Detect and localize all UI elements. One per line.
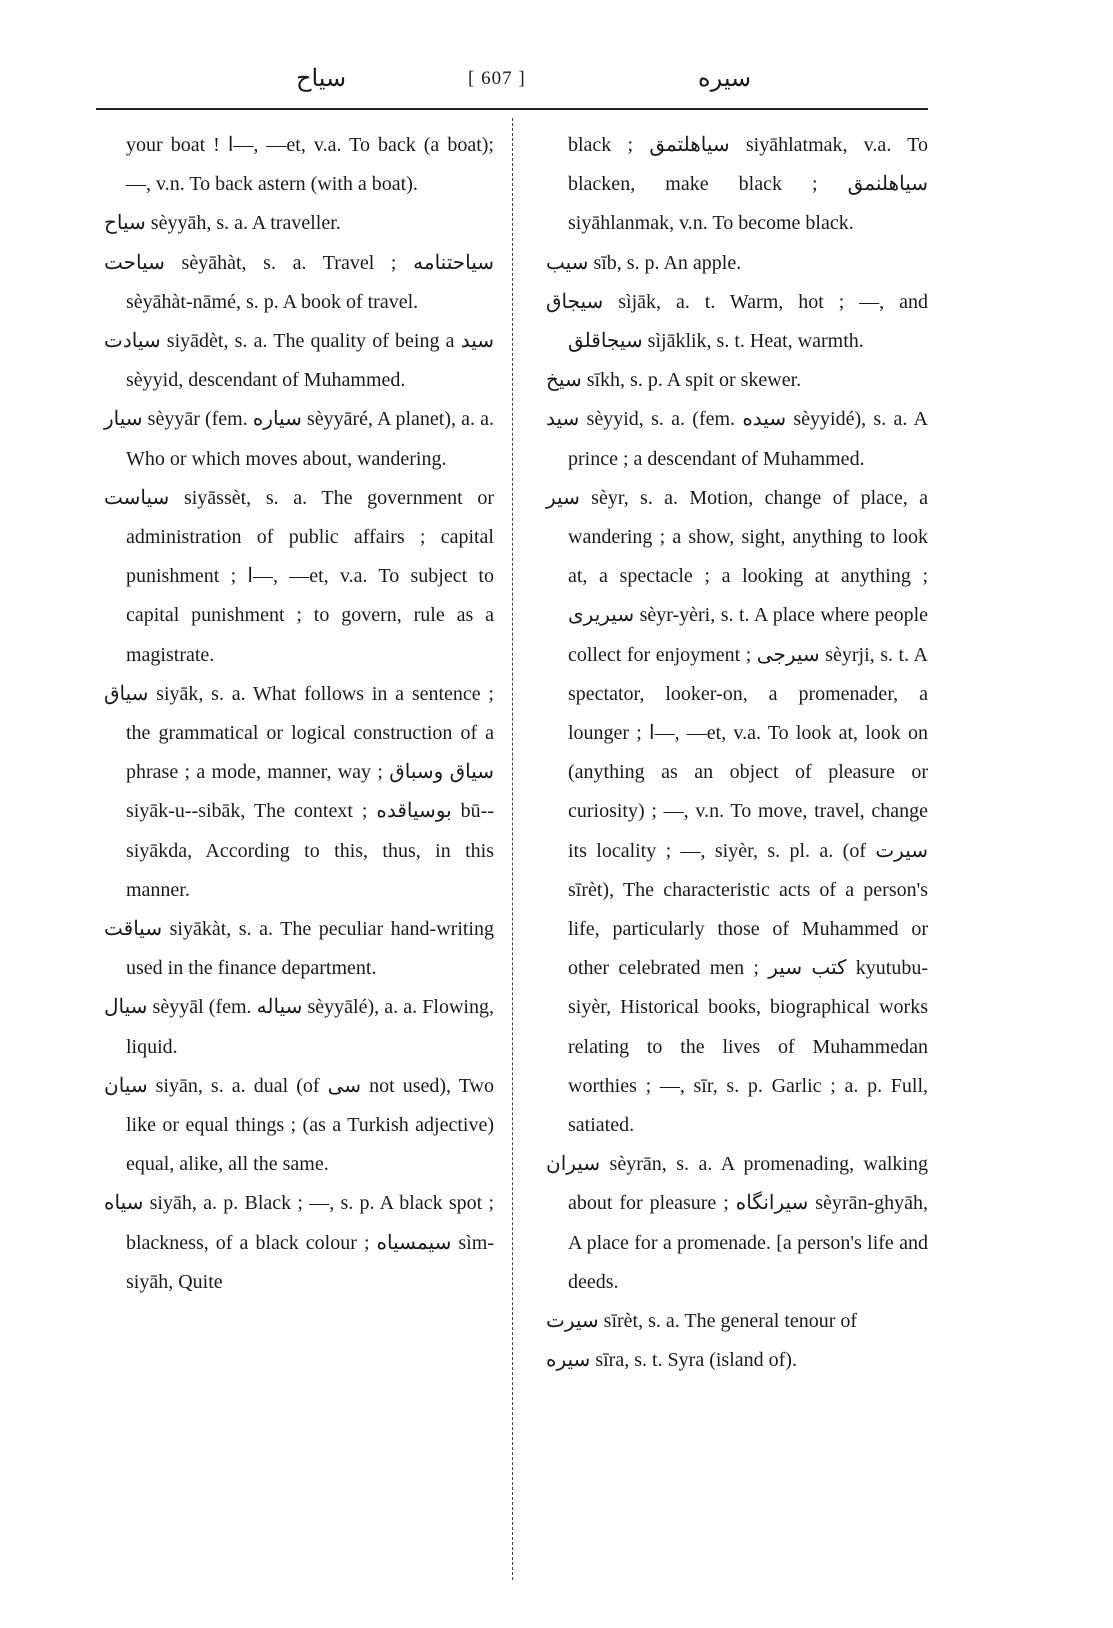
- dictionary-entry: your boat ! ا—, —et, v.a. To back (a boat); —, v.n. To back astern (with a boat).: [126, 134, 494, 196]
- header-left-word: سیاح: [296, 66, 347, 92]
- dictionary-entry: سیال sèyyāl (fem. سیاله sèyyālé), a. a. Flowing, liquid.: [104, 996, 494, 1058]
- page-header: [96, 62, 926, 104]
- dictionary-entry: سیاست siyāssèt, s. a. The government or administration of public affairs ; capital punishment ; ا—, —et, v.a. To subject to capital punishment ; to govern, rule as a magistrate.: [104, 486, 494, 666]
- dictionary-entry: سیار sèyyār (fem. سیاره sèyyāré, A planet), a. a. Who or which moves about, wandering.: [104, 408, 494, 470]
- dictionary-entry: سید sèyyid, s. a. (fem. سیده sèyyidé), s. a. A prince ; a descendant of Muhammed.: [546, 408, 928, 470]
- dictionary-entry: سیرت sīrèt, s. a. The general tenour of: [546, 1310, 858, 1333]
- dictionary-entry: سیجاق sìjāk, a. t. Warm, hot ; —, and سیجاقلق sìjāklik, s. t. Heat, warmth.: [546, 290, 928, 353]
- dictionary-entry: black ; سیاهلتمق siyāhlatmak, v.a. To blacken, make black ; سیاهلنمق siyāhlanmak, v.n. To become black.: [568, 134, 928, 235]
- right-column: [546, 126, 928, 1381]
- dictionary-entry: سیر sèyr, s. a. Motion, change of place, a wandering ; a show, sight, anything to look at, a spectacle ; a looking at anything ; سیریری sèyr-yèri, s. t. A place where people collect for enjoyment ; سیرجی sèyrji, s. t. A spectator, looker-on, a promenader, a lounger ; ا—, —et, v.a. To look at, look on (anything as an object of pleasure or curiosity) ; —, v.n. To move, travel, change its locality ; —, siyèr, s. pl. a. (of سیرت sīrèt), The characteristic acts of a person's life, particularly those of Muhammed or other celebrated men ; کتب سیر kyutubu-siyèr, Historical books, biographical works relating to the lives of Muhammedan worthies ; —, sīr, s. p. Garlic ; a. p. Full, satiated.: [546, 486, 928, 1137]
- dictionary-entry: سیاح sèyyāh, s. a. A traveller.: [104, 212, 341, 235]
- dictionary-entry: سیب sīb, s. p. An apple.: [546, 251, 742, 274]
- header-right-word: سیره: [698, 66, 752, 92]
- dictionary-entry: سیان siyān, s. a. dual (of سی not used), Two like or equal things ; (as a Turkish adjective) equal, alike, all the same.: [104, 1074, 494, 1176]
- header-rule: [96, 108, 928, 110]
- page-number: [ 607 ]: [468, 68, 526, 89]
- dictionary-entry: سیاقت siyākàt, s. a. The peculiar hand-writing used in the finance department.: [104, 918, 494, 980]
- dictionary-entry: سیاحت sèyāhàt, s. a. Travel ; سیاحتنامه sèyāhàt-nāmé, s. p. A book of travel.: [104, 251, 494, 313]
- dictionary-entry: سیران sèyrān, s. a. A promenading, walking about for pleasure ; سیرانگاه sèyrān-ghyāh, A place for a promenade. [a person's life and deeds.: [546, 1153, 928, 1293]
- dictionary-entry: سیاق siyāk, s. a. What follows in a sentence ; the grammatical or logical construction of a phrase ; a mode, manner, way ; سیاق وسباق siyāk-u--sibāk, The context ; بوسیاقده bū--siyākda, According to this, thus, in this manner.: [104, 682, 494, 901]
- dictionary-entry: سیخ sīkh, s. p. A spit or skewer.: [546, 369, 802, 392]
- dictionary-entry: سیاه siyāh, a. p. Black ; —, s. p. A black spot ; blackness, of a black colour ; سیمسیاه sìm-siyāh, Quite: [104, 1192, 494, 1293]
- left-column: [104, 126, 494, 1302]
- dictionary-entry: سیادت siyādèt, s. a. The quality of being a سید sèyyid, descendant of Muhammed.: [104, 330, 494, 392]
- dictionary-entry: سیره sīra, s. t. Syra (island of).: [546, 1349, 797, 1372]
- column-divider: [512, 118, 513, 1580]
